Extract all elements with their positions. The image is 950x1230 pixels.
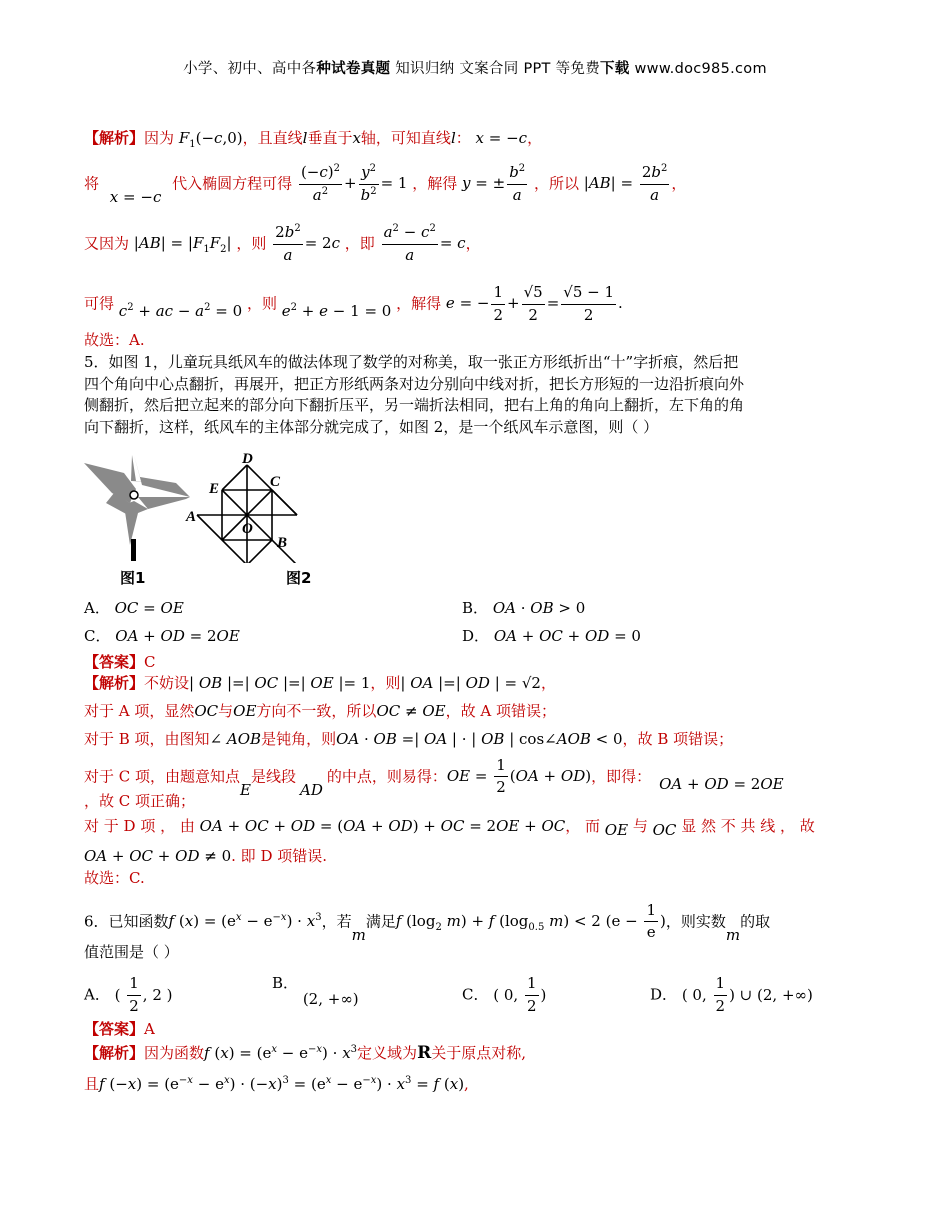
q6-stem-line2: 值范围是（ ）: [84, 942, 179, 961]
text: 与: [632, 817, 648, 836]
text: A: [144, 1020, 155, 1039]
q5-stem-line4: 向下翻折，这样，纸风车的主体部分就完成了，如图 2，是一个纸风车示意图，则（ ）: [84, 418, 659, 436]
text: D．: [650, 985, 678, 1004]
q5-stem-line1: 5．如图 1，儿童玩具纸风车的做法体现了数学的对称美，取一张正方形纸折出“十”字折痕，然后把: [84, 352, 739, 371]
q4-choice: 故选：A.: [84, 331, 145, 349]
point-label-o: O: [242, 520, 253, 537]
header-text-a: 小学、初中、高中各: [183, 61, 317, 77]
text: 将: [84, 174, 100, 193]
text: 对 于 D 项 ， 由: [84, 817, 195, 836]
figure-1-caption: 图1: [120, 568, 146, 587]
text: C．: [462, 985, 489, 1004]
document-body: [84, 128, 874, 1095]
q6-stem-line1: 6．已知函数f $(x) = (e^x - e^{-x}) \cdot x^3$，若m满足f ($\log_2$ m) + f ($\log_{0.5}$ m) < 2 (e − $\frac{1}{e}$ )，则实数m的取: [84, 900, 771, 944]
q4-analysis-line4: 可得 $c^2$ + ac − $a^2 = 0$ ，则 $e^2 + e - 1 = 0$ ，解得 e = − $\frac{1}{2}$ + $\frac{√5}{2}$ = $\frac{√5 - 1}{2}$ .: [84, 283, 623, 324]
text: 是钝角，则: [261, 729, 337, 748]
text: 的中点，则易得：: [326, 766, 447, 785]
point-label-b: B: [277, 534, 288, 551]
text: C: [144, 652, 156, 671]
text: ， 而: [565, 817, 601, 836]
analysis-label: 【解析】: [84, 129, 145, 147]
q6-analysis-2: 且f $(-x) = (e^{-x} - e^x) \cdot (-x)^3 = (e^x - e^{-x}) \cdot x^3 = f$ (x),: [84, 1074, 469, 1093]
header-text-c: 知识归纳 文案合同 PPT 等免费: [390, 61, 600, 77]
text: 满足: [365, 911, 396, 930]
text: ，则实数: [665, 911, 726, 930]
text: 且: [84, 1074, 100, 1093]
q6-options: [84, 967, 874, 1017]
text: ，所以: [533, 174, 579, 193]
point-label-e: E: [209, 480, 220, 497]
q5-analysis-3: 对于 B 项，由图知∠ AOB是钝角，则OA · OB =| OA | · | OB | cos∠AOB < 0，故 B 项错误；: [84, 729, 734, 748]
pinwheel-figure-1: [84, 455, 190, 561]
header-text-b: 种试卷真题: [316, 61, 391, 77]
text: 对于 B 项，由图知: [84, 729, 210, 748]
q4-analysis-line3: 又因为 $|AB| = |F_1F_2|$ ，则 $\frac{2b^2}{a}$ = 2c ，即 $\frac{a^2 - c^2}{a}$ = c，: [84, 223, 481, 264]
header-url: www.doc985.com: [629, 61, 767, 77]
q5-options-row2: [84, 626, 874, 652]
q5-options-row1: [84, 598, 874, 624]
text: 【答案】: [84, 1020, 145, 1039]
text: 【解析】: [84, 1044, 145, 1062]
pinwheel-figures: [84, 453, 384, 563]
point-label-a: A: [186, 508, 197, 525]
q5-analysis-6: 对 于 D 项 ， 由 OA + OC + OD = (OA + OD) + OC = 2OE + OC， 而 OE 与 OC 显 然 不 共 线 ， 故: [84, 817, 815, 840]
q6-option-d: D． ( 0, $\frac{1}{2}$ ) ∪ (2, +∞): [650, 974, 813, 1015]
text: B．: [272, 974, 299, 993]
text: ，故 A 项错误；: [445, 702, 556, 720]
q4-analysis-line2: 将 x = −c 代入椭圆方程可得 $\frac{(-c)^2}{a^2}$ + $\frac{y^2}{b^2}$ = 1 ，解得 y = ± $\frac{b^2}{a}$ ，所以 |AB| = $\frac{2b^2}{a}$ ，: [84, 163, 687, 207]
q5-choice: 故选：C.: [84, 868, 145, 887]
text: ，则: [236, 234, 267, 253]
text: 轴，可知直线: [360, 129, 451, 147]
text: D．: [462, 626, 490, 645]
text: 可得: [84, 294, 115, 313]
q5-answer: [84, 652, 874, 674]
text: 因为: [144, 129, 175, 147]
text: 显 然 不 共 线 ， 故: [681, 817, 815, 836]
text: 对于 C 项，由题意知点: [84, 766, 241, 785]
q5-option-b: B． OA · OB > 0: [462, 598, 586, 617]
text: A．: [84, 985, 110, 1004]
text: ，则: [370, 674, 401, 693]
text: 【答案】: [84, 652, 145, 671]
q5-figures: [84, 453, 874, 590]
text: ，若: [321, 911, 352, 930]
q5-analysis-5: ，故 C 项正确；: [84, 791, 196, 810]
q5-analysis-2: 对于 A 项，显然OC与OE方向不一致，所以OC ≠ OE，故 A 项错误；: [84, 702, 556, 720]
text: B．: [462, 598, 489, 617]
text: ，且直线: [242, 129, 303, 147]
text: 【解析】: [84, 674, 145, 693]
q5-stem-line2: 四个角向中心点翻折，再展开，把正方形纸两条对边分别向中线对折，把长方形短的一边沿折痕向外: [84, 374, 745, 393]
text: ，解得: [396, 294, 442, 313]
text: 方向不一致，所以: [256, 702, 377, 720]
text: 不妨设: [144, 674, 190, 693]
text: 代入椭圆方程可得: [172, 174, 293, 193]
text: 与: [218, 702, 234, 720]
text: 又因为: [84, 234, 130, 253]
text: ，解得: [412, 174, 458, 193]
q5-analysis-7: OA + OC + OD ≠ 0. 即 D 项错误.: [84, 847, 328, 865]
text: ：: [455, 129, 471, 147]
q5-option-a: A． OC = OE: [84, 598, 184, 617]
text: ，即得：: [591, 766, 652, 785]
q5-stem-line3: 侧翻折，然后把立起来的部分向下翻折压平，另一端折法相同，把右上角的角向上翻折，左下角的角: [84, 396, 745, 415]
text: 对于 A 项，显然: [84, 702, 195, 720]
q6-answer: [84, 1019, 874, 1041]
text: ,: [464, 1074, 469, 1093]
point-label-c: C: [270, 473, 281, 490]
point-label-d: D: [242, 452, 253, 467]
text: 定义域为: [357, 1044, 418, 1062]
q5-option-d: D． OA + OC + OD = 0: [462, 626, 641, 645]
text: ，即: [344, 234, 375, 253]
text: ，故 B 项错误；: [622, 729, 734, 748]
text: 6．已知函数: [84, 911, 169, 930]
text: 因为函数: [144, 1044, 205, 1062]
q6-option-b: B． (2, +∞): [272, 974, 359, 1009]
text: A．: [84, 598, 110, 617]
page-header: [0, 57, 950, 78]
q6-analysis-1: 【解析】因为函数f $(x) = (e^x - e^{-x}) \cdot x^3$定义域为R关于原点对称,: [84, 1043, 526, 1063]
figure-2-caption: 图2: [286, 568, 312, 587]
q4-analysis-line1: 【解析】因为 $F_1(-c,0)$，且直线l垂直于x轴，可知直线l： x = −c，: [84, 129, 543, 150]
q5-analysis-1: 【解析】不妨设| OB |=| OC |=| OE |= 1，则| OA |=| OD | = √2，: [84, 674, 556, 693]
q5-option-c: C． OA + OD = 2OE: [84, 626, 240, 645]
text: 的取: [740, 911, 771, 930]
q6-option-a: A． ( $\frac{1}{2}$ , 2 ): [84, 974, 173, 1015]
text: 垂直于: [307, 129, 353, 147]
text: . 即 D 项错误.: [231, 847, 328, 865]
text: C．: [84, 626, 111, 645]
header-text-d: 下载: [600, 61, 630, 77]
text: 关于原点对称,: [431, 1044, 526, 1062]
text: 是线段: [250, 766, 296, 785]
q5-analysis-4: 对于 C 项，由题意知点E是线段AD的中点，则易得：OE = $\frac{1}{2}$ (OA + OD)，即得： OA + OD = 2OE: [84, 755, 784, 799]
text: ，则: [246, 294, 277, 313]
q6-option-c: C． ( 0, $\frac{1}{2}$ ): [462, 974, 547, 1015]
